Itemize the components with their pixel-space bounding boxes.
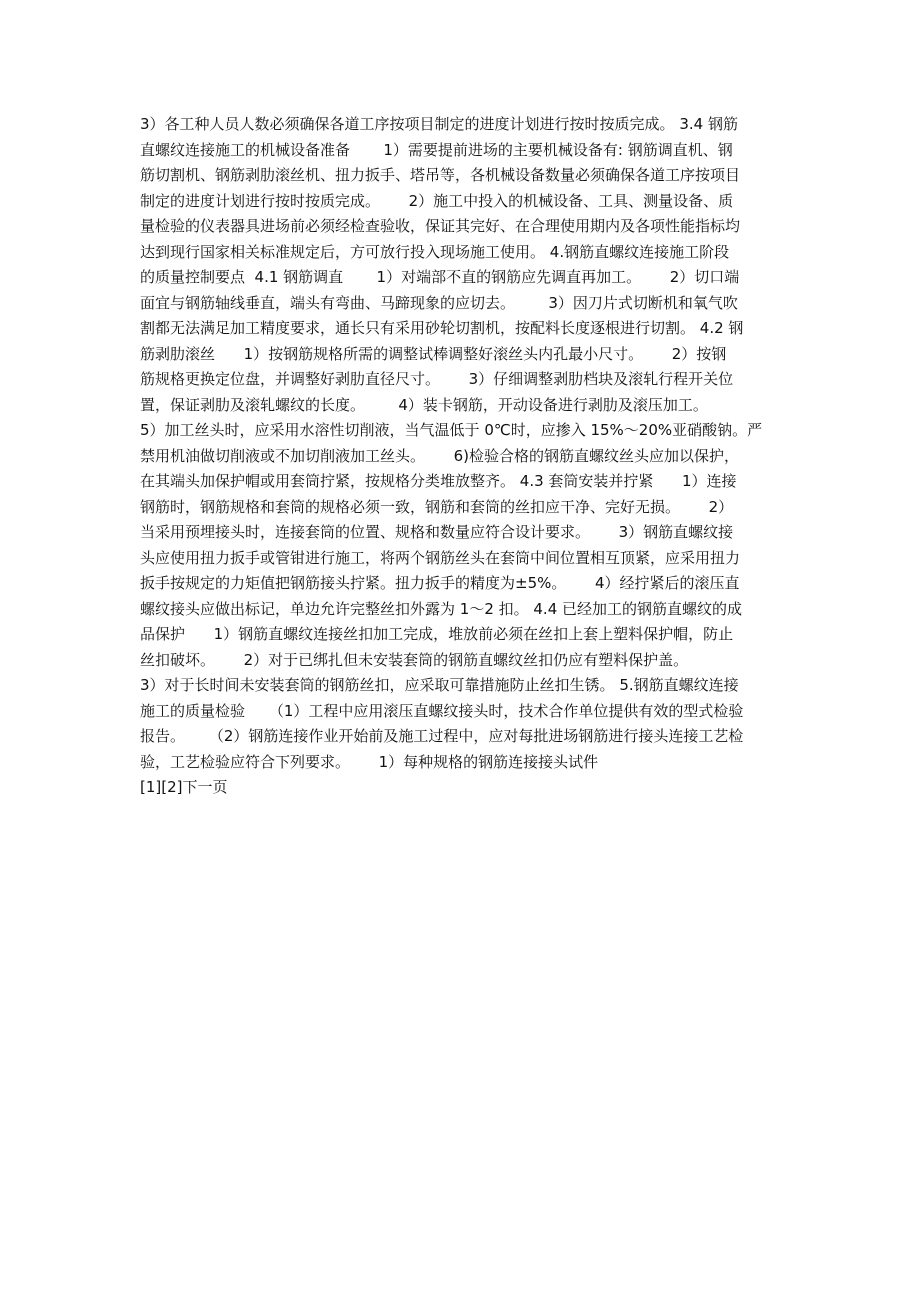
- text-line: 筋切割机、钢筋剥肋滚丝机、扭力扳手、塔吊等，各机械设备数量必须确保各道工序按项目: [140, 166, 741, 184]
- text-line: 螺纹接头应做出标记，单边允许完整丝扣外露为 1～2 扣。 4.4 已经加工的钢筋直螺纹的成: [140, 599, 743, 618]
- text-line: 面宜与钢筋轴线垂直，端头有弯曲、马蹄现象的应切去。 3）因刀片式切断机和氧气吹: [140, 293, 738, 312]
- text-line: 筋规格更换定位盘，并调整好剥肋直径尺寸。 3）仔细调整剥肋档块及滚轧行程开关位: [140, 370, 734, 388]
- text-line: 直螺纹连接施工的机械设备准备 1）需要提前进场的主要机械设备有: 钢筋调直机、钢: [140, 140, 733, 159]
- article-body: [140, 112, 788, 801]
- text-line: 钢筋时，钢筋规格和套筒的规格必须一致，钢筋和套筒的丝扣应干净、完好无损。 2）: [140, 497, 734, 516]
- page-link-1[interactable]: [1]: [140, 778, 162, 796]
- text-line: 扳手按规定的力矩值把钢筋接头拧紧。扭力扳手的精度为±5%。 4）经拧紧后的滚压直: [140, 574, 740, 592]
- text-line: 割都无法满足加工精度要求，通长只有采用砂轮切割机，按配料长度逐根进行切割。 4.2 钢: [140, 319, 744, 337]
- text-line: 头应使用扭力扳手或管钳进行施工，将两个钢筋丝头在套筒中间位置相互顶紧，应采用扭力: [140, 548, 741, 567]
- text-line: 丝扣破坏。 2）对于已绑扎但未安装套筒的钢筋直螺纹丝扣仍应有塑料保护盖。: [140, 650, 689, 669]
- text-line: 验，工艺检验应符合下列要求。 1）每种规格的钢筋连接接头试件: [140, 752, 599, 771]
- text-line: 禁用机油做切削液或不加切削液加工丝头。 6)检验合格的钢筋直螺纹丝头应加以保护，: [140, 446, 740, 465]
- text-line: 置，保证剥肋及滚轧螺纹的长度。 4）装卡钢筋，开动设备进行剥肋及滚压加工。: [140, 395, 708, 414]
- text-line: 当采用预埋接头时，连接套筒的位置、规格和数量应符合设计要求。 3）钢筋直螺纹接: [140, 523, 734, 541]
- text-line: 达到现行国家相关标准规定后，方可放行投入现场施工使用。 4.钢筋直螺纹连接施工阶段: [140, 242, 730, 261]
- text-line: 筋剥肋滚丝 1）按钢筋规格所需的调整试棒调整好滚丝头内孔最小尺寸。 2）按钢: [140, 344, 727, 363]
- text-line: 的质量控制要点 4.1 钢筋调直 1）对端部不直的钢筋应先调直再加工。 2）切口端: [140, 268, 740, 286]
- page-link-2[interactable]: [2]: [161, 778, 183, 796]
- pagination: [140, 775, 788, 801]
- text-line: 量检验的仪表器具进场前必须经检查验收，保证其完好、在合理使用期内及各项性能指标均: [140, 217, 741, 235]
- text-line: 施工的质量检验 （1）工程中应用滚压直螺纹接头时，技术合作单位提供有效的型式检验: [140, 701, 744, 720]
- text-line: 5）加工丝头时，应采用水溶性切削液，当气温低于 0℃时，应掺入 15%～20%亚硝酸钠。严: [140, 421, 763, 439]
- text-line: 制定的进度计划进行按时按质完成。 2）施工中投入的机械设备、工具、测量设备、质: [140, 191, 734, 210]
- text-line: 报告。 （2）钢筋连接作业开始前及施工过程中，应对每批进场钢筋进行接头连接工艺检: [140, 727, 744, 745]
- text-line: 品保护 1）钢筋直螺纹连接丝扣加工完成，堆放前必须在丝扣上套上塑料保护帽，防止: [140, 625, 734, 643]
- text-line: 在其端头加保护帽或用套筒拧紧，按规格分类堆放整齐。 4.3 套筒安装并拧紧 1）连接: [140, 472, 737, 490]
- text-line: 3）对于长时间未安装套筒的钢筋丝扣，应采取可靠措施防止丝扣生锈。 5.钢筋直螺纹连接: [140, 676, 739, 694]
- next-page-link[interactable]: 下一页: [182, 778, 228, 796]
- text-line: 3）各工种人员人数必须确保各道工序按项目制定的进度计划进行按时按质完成。 3.4 钢筋: [140, 115, 738, 133]
